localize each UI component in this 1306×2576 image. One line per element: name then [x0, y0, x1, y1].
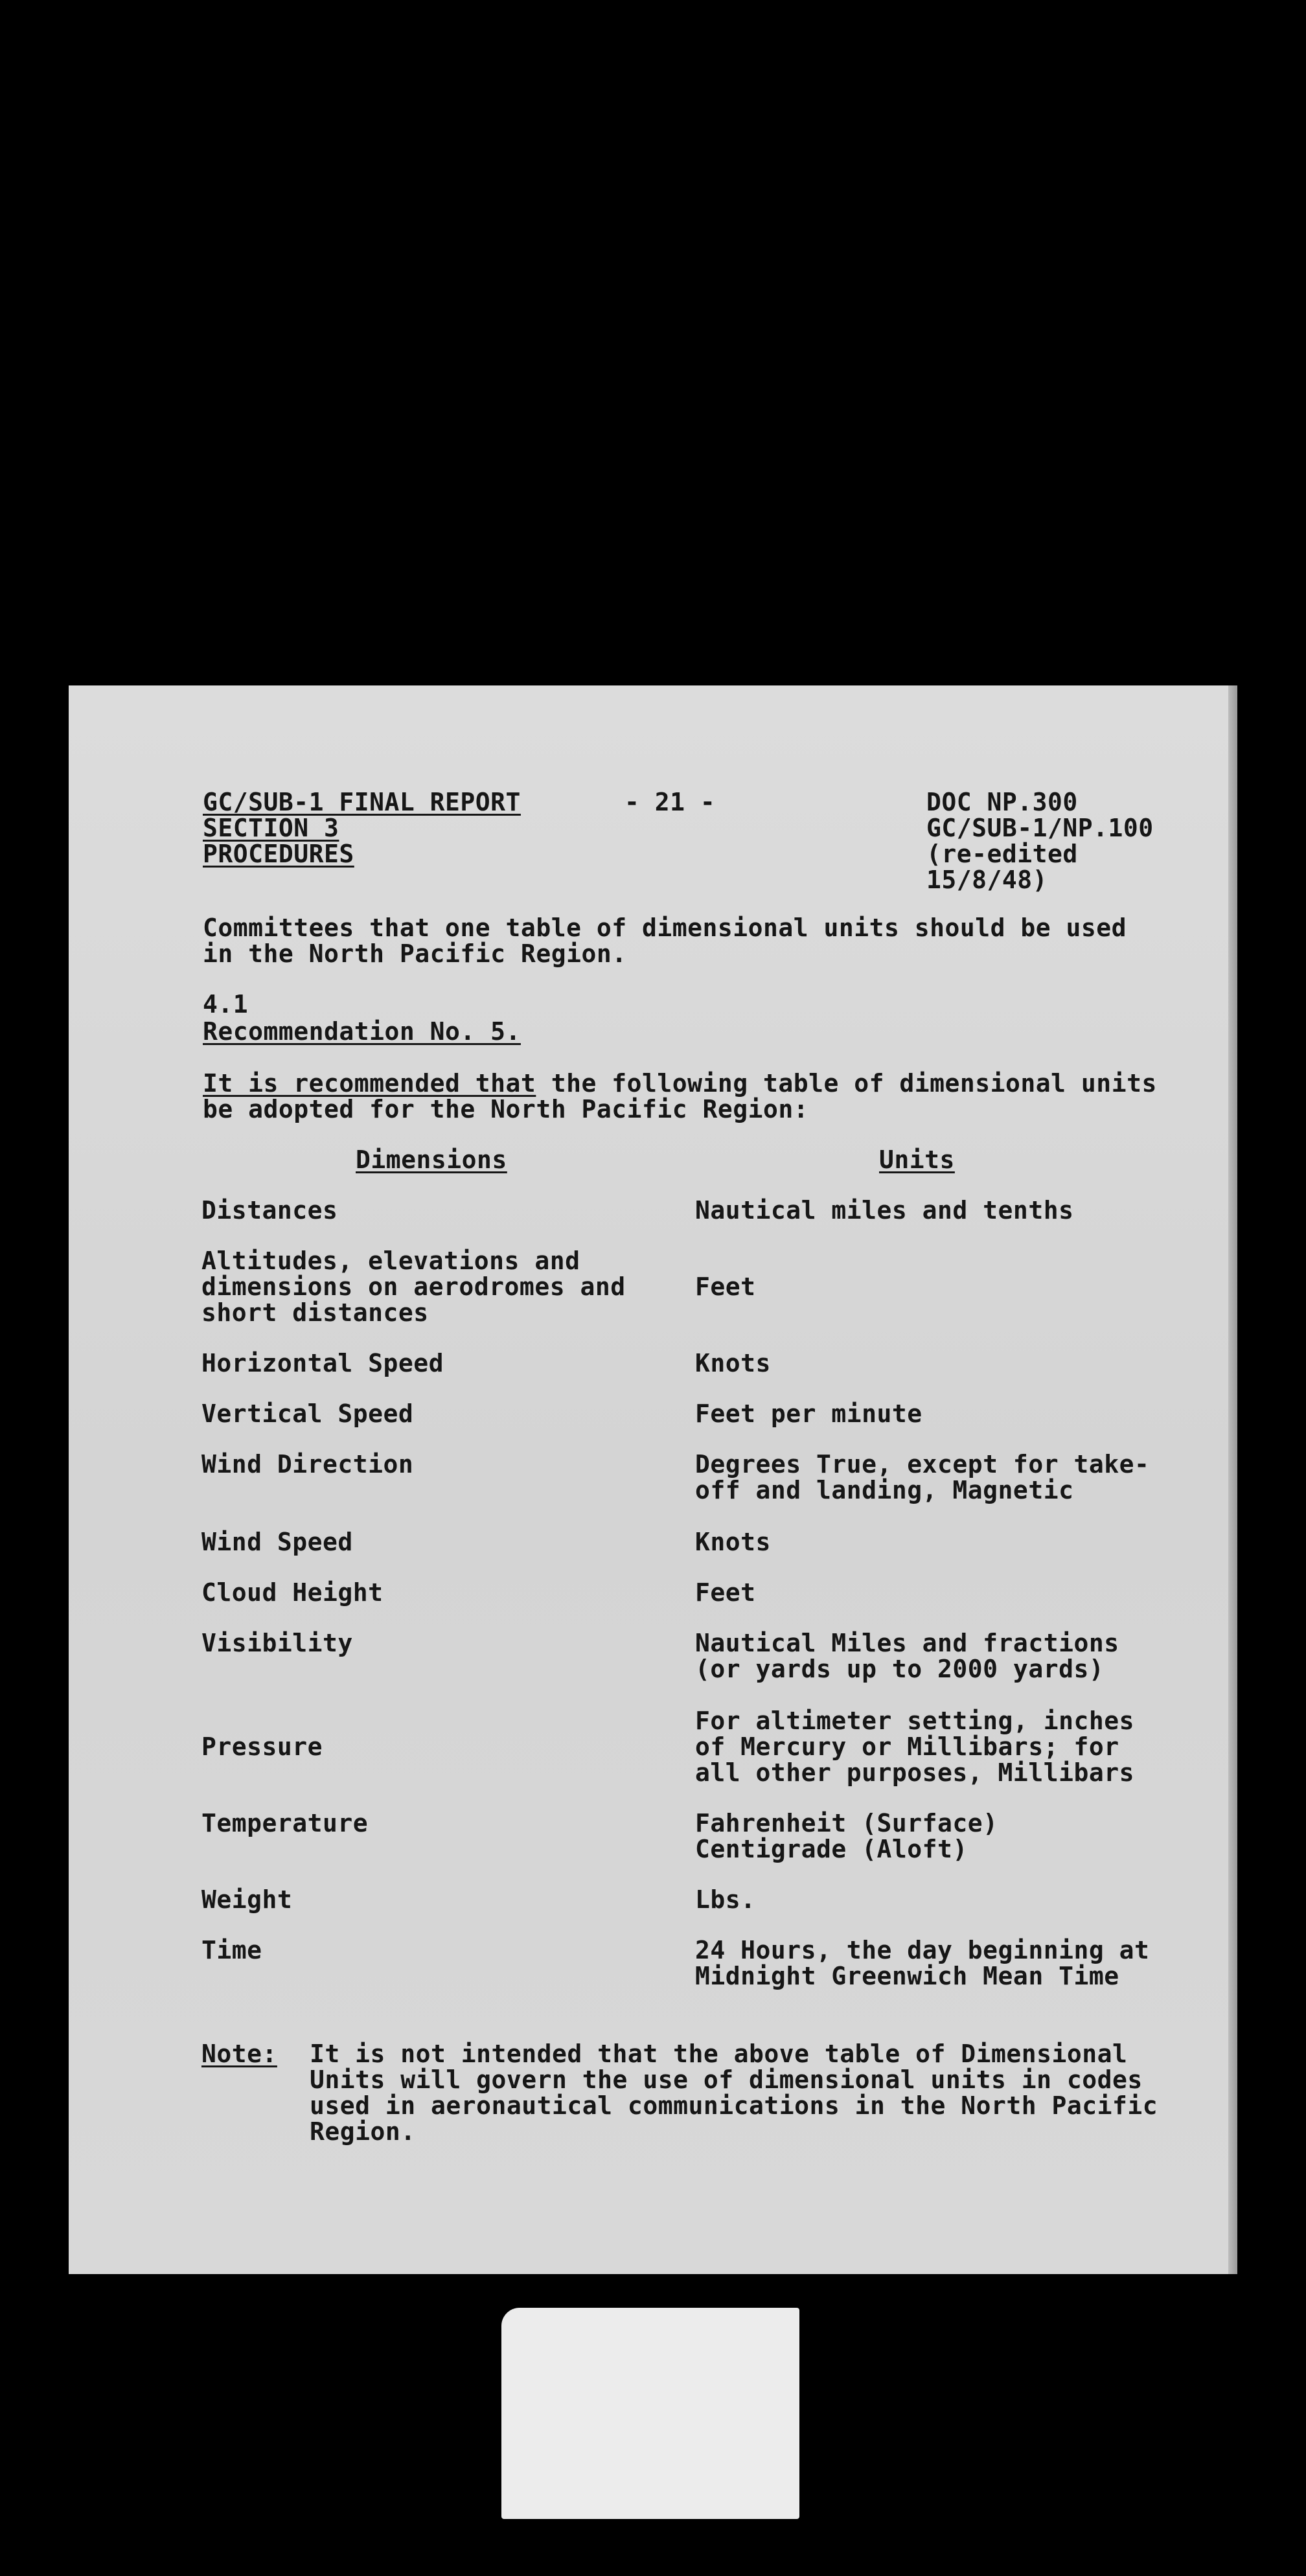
document-page — [69, 685, 1237, 2274]
unit-time-1: 24 Hours, the day beginning at — [695, 1936, 1150, 1964]
recommend-rest: the following table of dimensional units — [536, 1069, 1157, 1098]
unit-horizontal-speed: Knots — [695, 1349, 771, 1377]
dimension-vertical-speed: Vertical Speed — [201, 1399, 414, 1428]
dimension-visibility: Visibility — [201, 1629, 353, 1657]
page-edge — [1228, 685, 1237, 2274]
unit-visibility-2: (or yards up to 2000 yards) — [695, 1655, 1105, 1683]
unit-wind-direction-1: Degrees True, except for take- — [695, 1450, 1150, 1478]
note-line-2: Units will govern the use of dimensional units in codes — [310, 2065, 1143, 2094]
dimension-temperature: Temperature — [201, 1809, 369, 1837]
unit-temperature-2: Centigrade (Aloft) — [695, 1835, 968, 1863]
dimension-distances: Distances — [201, 1196, 338, 1225]
note-line-3: used in aeronautical communications in the North Pacific — [310, 2091, 1158, 2120]
intro-line-1: Committees that one table of dimensional units should be used — [203, 914, 1127, 942]
unit-altitudes: Feet — [695, 1272, 756, 1301]
recommendation-line-2: be adopted for the North Pacific Region: — [203, 1095, 809, 1123]
dimension-time: Time — [201, 1936, 262, 1964]
unit-time-2: Midnight Greenwich Mean Time — [695, 1962, 1119, 1990]
dimension-altitudes-1: Altitudes, elevations and — [201, 1247, 580, 1275]
unit-wind-speed: Knots — [695, 1528, 771, 1556]
note-line-4: Region. — [310, 2117, 416, 2146]
note-line-1: It is not intended that the above table of Dimensional — [310, 2040, 1128, 2068]
header-doc-number: DOC NP.300 — [926, 788, 1078, 816]
note-label: Note: — [201, 2040, 277, 2068]
unit-pressure-3: all other purposes, Millibars — [695, 1758, 1134, 1787]
header-section: SECTION 3 — [203, 814, 339, 842]
unit-visibility-1: Nautical Miles and fractions — [695, 1629, 1119, 1657]
dimension-altitudes-2: dimensions on aerodromes and — [201, 1272, 626, 1301]
dimension-horizontal-speed: Horizontal Speed — [201, 1349, 444, 1377]
column-header-units: Units — [879, 1145, 955, 1174]
unit-cloud-height: Feet — [695, 1578, 756, 1607]
unit-temperature-1: Fahrenheit (Surface) — [695, 1809, 998, 1837]
dimension-weight: Weight — [201, 1885, 293, 1914]
dimension-altitudes-3: short distances — [201, 1298, 429, 1327]
blank-card — [501, 2308, 799, 2519]
recommend-lead: It is recommended that — [203, 1069, 536, 1098]
unit-weight: Lbs. — [695, 1885, 756, 1914]
unit-wind-direction-2: off and landing, Magnetic — [695, 1476, 1074, 1504]
dimension-pressure: Pressure — [201, 1732, 323, 1761]
unit-distances: Nautical miles and tenths — [695, 1196, 1074, 1225]
unit-vertical-speed: Feet per minute — [695, 1399, 922, 1428]
header-reedited: (re-edited — [926, 840, 1078, 868]
column-header-dimensions: Dimensions — [356, 1145, 507, 1174]
page-number: - 21 - — [624, 788, 716, 816]
dimension-wind-speed: Wind Speed — [201, 1528, 353, 1556]
header-gc-ref: GC/SUB-1/NP.100 — [926, 814, 1154, 842]
intro-line-2: in the North Pacific Region. — [203, 939, 627, 968]
section-number: 4.1 — [203, 990, 249, 1018]
unit-pressure-1: For altimeter setting, inches — [695, 1707, 1134, 1735]
dimension-cloud-height: Cloud Height — [201, 1578, 384, 1607]
dimension-wind-direction: Wind Direction — [201, 1450, 414, 1478]
recommendation-line-1 — [203, 1070, 1157, 1096]
unit-pressure-2: of Mercury or Millibars; for — [695, 1732, 1119, 1761]
header-date: 15/8/48) — [926, 866, 1048, 894]
header-report-title: GC/SUB-1 FINAL REPORT — [203, 788, 521, 816]
header-procedures: PROCEDURES — [203, 840, 354, 868]
recommendation-title: Recommendation No. 5. — [203, 1017, 521, 1046]
